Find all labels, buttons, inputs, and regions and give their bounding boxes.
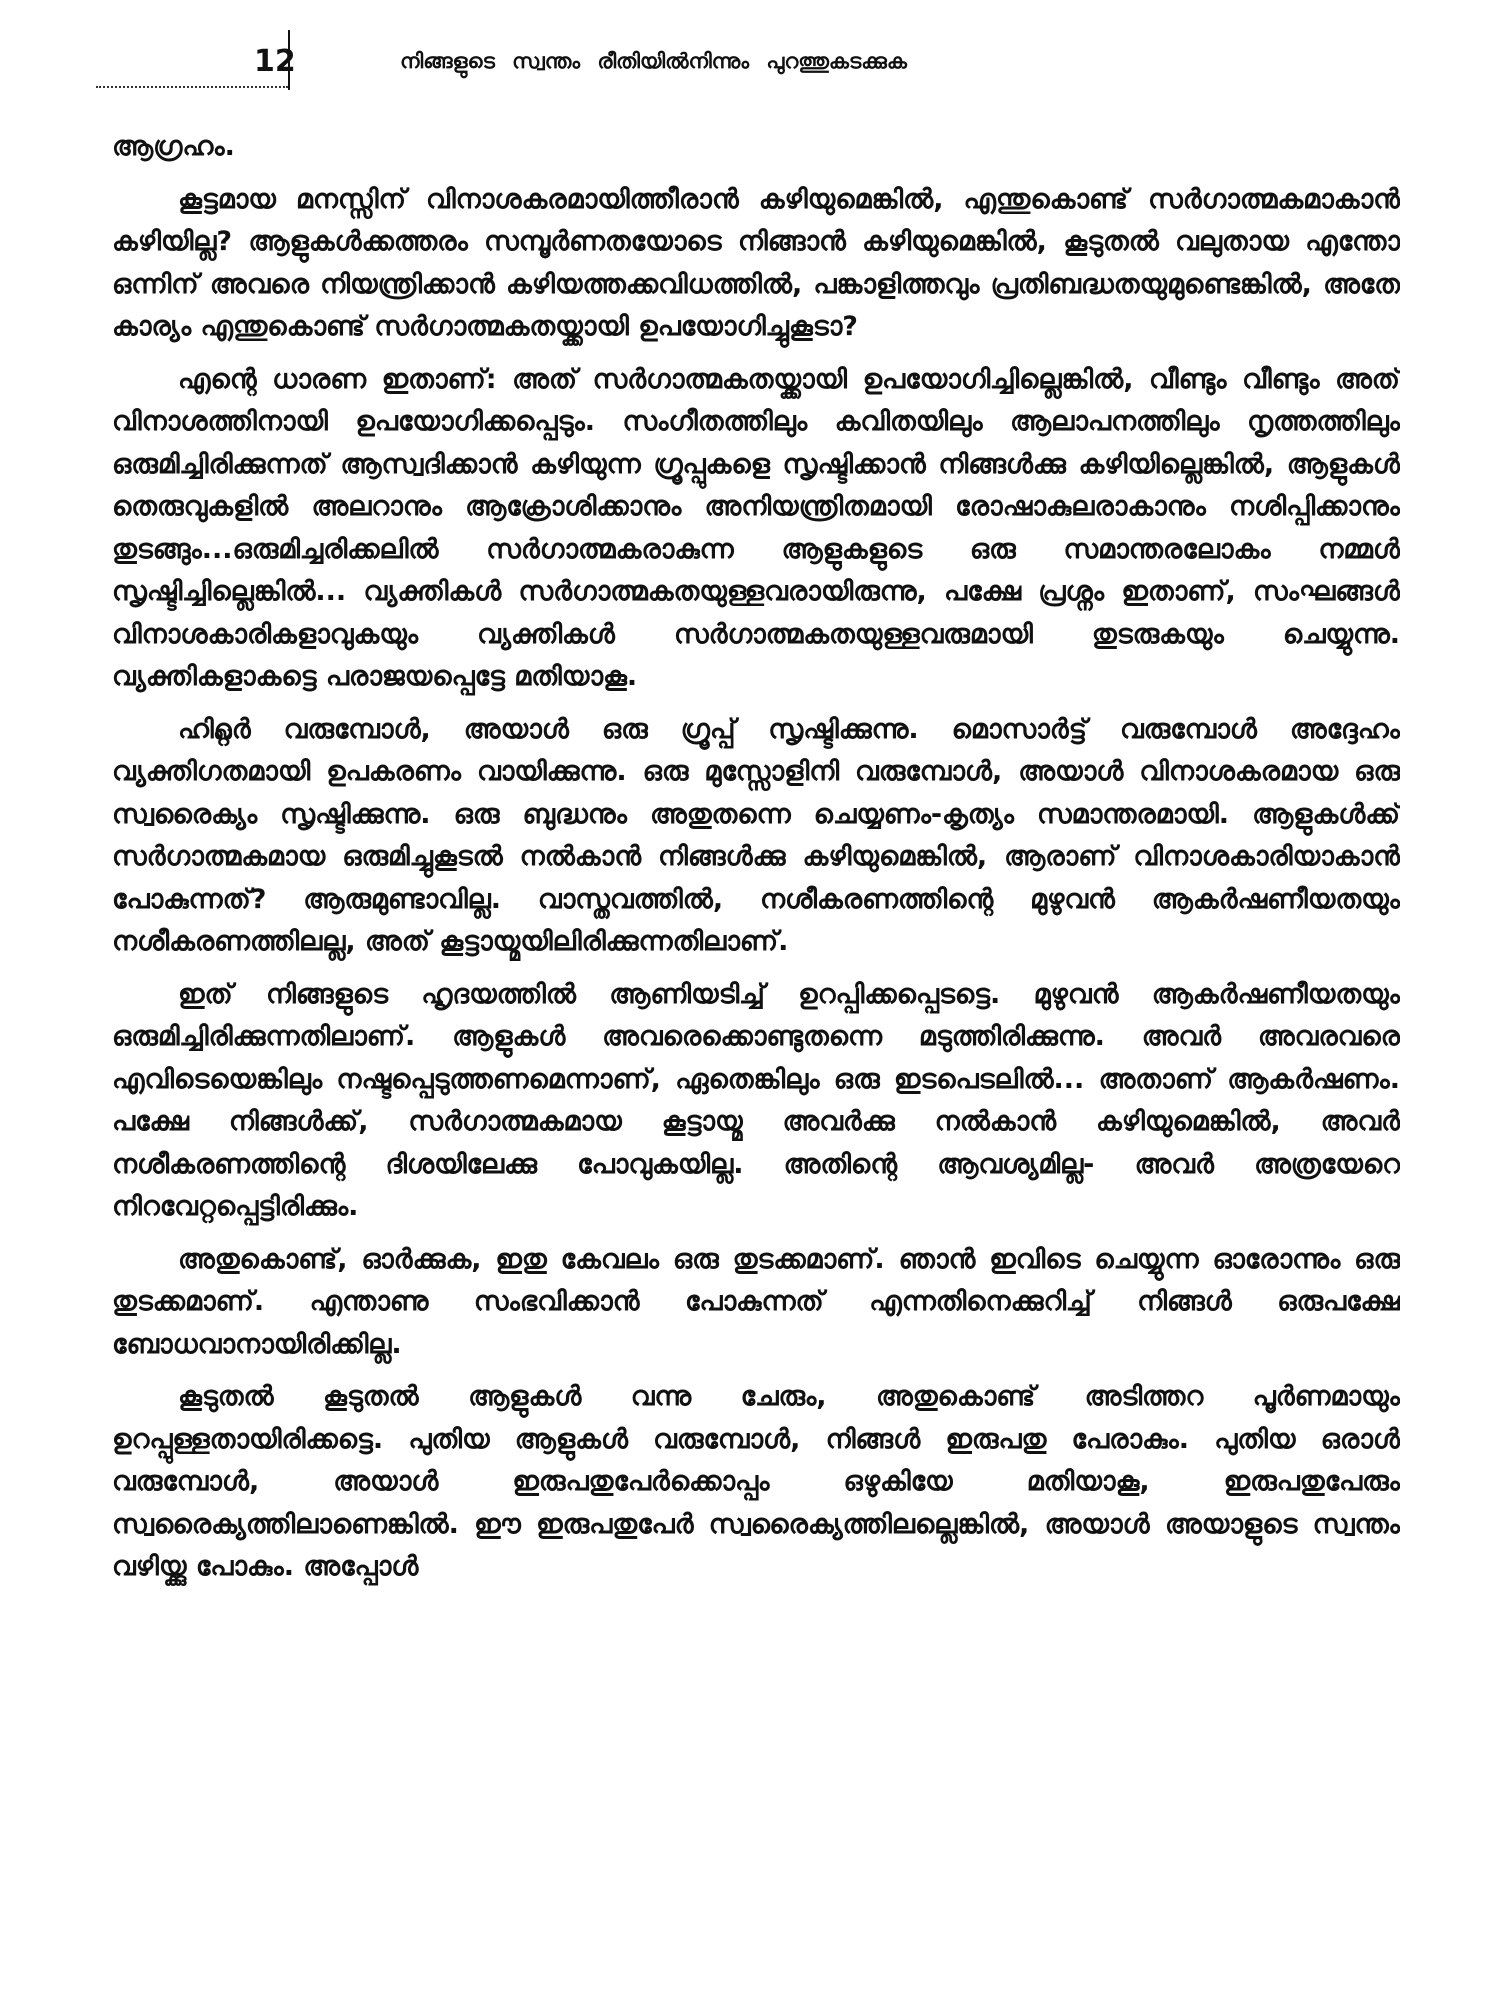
- page-number: 12: [254, 44, 296, 79]
- header-dotted-rule: [96, 86, 288, 88]
- paragraph: ഹിറ്റ്ലർ വരുമ്പോൾ, അയാൾ ഒരു ഗ്രൂപ്പ് സൃഷ്ടിക്കുന്നു. മൊസാർട്ട് വരുമ്പോൾ അദ്ദേഹം വ്യക്തിഗതമായി ഉപകരണം വായിക്കുന്നു. ഒരു മുസ്സോളിനി വരുമ്പോൾ, അയാൾ വിനാശകരമായ ഒരു സ്വരൈക്യം സൃഷ്ടിക്കുന്നു. ഒരു ബുദ്ധനും അതുതന്നെ ചെയ്യണം-കൃത്യം സമാന്തരമായി. ആളുകൾക്ക് സർഗാത്മകമായ ഒരുമിച്ചുകൂടൽ നൽകാൻ നിങ്ങൾക്കു കഴിയുമെങ്കിൽ, ആരാണ് വിനാശകാരിയാകാൻ പോകുന്നത്? ആരുമുണ്ടാവില്ല. വാസ്തവത്തിൽ, നശീകരണത്തിന്റെ മുഴുവൻ ആകർഷണീയതയും നശീകരണത്തിലല്ല, അത് കൂട്ടായ്മയിലിരിക്കുന്നതിലാണ്.: [112, 713, 1400, 957]
- paragraph: ഇത് നിങ്ങളുടെ ഹൃദയത്തിൽ ആണിയടിച്ച് ഉറപ്പിക്കപ്പെടട്ടെ. മുഴുവൻ ആകർഷണീയതയും ഒരുമിച്ചിരിക്കുന്നതിലാണ്. ആളുകൾ അവരെക്കൊണ്ടുതന്നെ മടുത്തിരിക്കുന്നു. അവർ അവരവരെ എവിടെയെങ്കിലും നഷ്ടപ്പെടുത്തണമെന്നാണ്, ഏതെങ്കിലും ഒരു ഇടപെടലിൽ... അതാണ് ആകർഷണം. പക്ഷേ നിങ്ങൾക്ക്, സർഗാത്മകമായ കൂട്ടായ്മ അവർക്കു നൽകാൻ കഴിയുമെങ്കിൽ, അവർ നശീകരണത്തിന്റെ ദിശയിലേക്കു പോവുകയില്ല. അതിന്റെ ആവശ്യമില്ല- അവർ അത്രയേറെ നിറവേറ്റപ്പെട്ടിരിക്കും.: [112, 978, 1400, 1222]
- page-header: [96, 24, 1406, 88]
- paragraph: കൂടുതൽ കൂടുതൽ ആളുകൾ വന്നു ചേരും, അതുകൊണ്ട് അടിത്തറ പൂർണമായും ഉറപ്പുള്ളതായിരിക്കട്ടെ. പുതിയ ആളുകൾ വരുമ്പോൾ, നിങ്ങൾ ഇരുപതു പേരാകും. പുതിയ ഒരാൾ വരുമ്പോൾ, അയാൾ ഇരുപതുപേർക്കൊപ്പം ഒഴുകിയേ മതിയാകൂ, ഇരുപതുപേരും സ്വരൈക്യത്തിലാണെങ്കിൽ. ഈ ഇരുപതുപേർ സ്വരൈക്യത്തിലല്ലെങ്കിൽ, അയാൾ അയാളുടെ സ്വന്തം വഴിയ്ക്കു പോകും. അപ്പോൾ: [112, 1381, 1400, 1582]
- paragraph: ആഗ്രഹം.: [112, 131, 235, 162]
- paragraph: അതുകൊണ്ട്, ഓർക്കുക, ഇതു കേവലം ഒരു തുടക്കമാണ്. ഞാൻ ഇവിടെ ചെയ്യുന്ന ഓരോന്നും ഒരു തുടക്കമാണ്. എന്താണു സംഭവിക്കാൻ പോകുന്നത് എന്നതിനെക്കുറിച്ച് നിങ്ങൾ ഒരുപക്ഷേ ബോധവാനായിരിക്കില്ല.: [112, 1243, 1400, 1360]
- running-title: നിങ്ങളുടെ സ്വന്തം രീതിയിൽനിന്നും പുറത്തുകടക്കുക: [400, 49, 907, 73]
- body-text: [112, 126, 1400, 1986]
- paragraph: എന്റെ ധാരണ ഇതാണ്: അത് സർഗാത്മകതയ്ക്കായി ഉപയോഗിച്ചില്ലെങ്കിൽ, വീണ്ടും വീണ്ടും അത് വിനാശത്തിനായി ഉപയോഗിക്കപ്പെടും. സംഗീതത്തിലും കവിതയിലും ആലാപനത്തിലും നൃത്തത്തിലും ഒരുമിച്ചിരിക്കുന്നത് ആസ്വദിക്കാൻ കഴിയുന്ന ഗ്രൂപ്പുകളെ സൃഷ്ടിക്കാൻ നിങ്ങൾക്കു കഴിയില്ലെങ്കിൽ, ആളുകൾ തെരുവുകളിൽ അലറാനും ആക്രോശിക്കാനും അനിയന്ത്രിതമായി രോഷാകുലരാകാനും നശിപ്പിക്കാനും തുടങ്ങും...ഒരുമിച്ചരിക്കലിൽ സർഗാത്മകരാകുന്ന ആളുകളുടെ ഒരു സമാന്തരലോകം നമ്മൾ സൃഷ്ടിച്ചില്ലെങ്കിൽ... വ്യക്തികൾ സർഗാത്മകതയുള്ളവരായിരുന്നു, പക്ഷേ പ്രശ്നം ഇതാണ്, സംഘങ്ങൾ വിനാശകാരികളാവുകയും വ്യക്തികൾ സർഗാത്മകതയുള്ളവരുമായി തുടരുകയും ചെയ്യുന്നു. വ്യക്തികളാകട്ടെ പരാജയപ്പെട്ടേ മതിയാകൂ.: [112, 363, 1400, 692]
- header-vertical-rule: [288, 30, 290, 90]
- paragraph: കൂട്ടമായ മനസ്സിന് വിനാശകരമായിത്തീരാൻ കഴിയുമെങ്കിൽ, എന്തുകൊണ്ട് സർഗാത്മകമാകാൻ കഴിയില്ല? ആളുകൾക്കത്തരം സമ്പൂർണതയോടെ നിങ്ങാൻ കഴിയുമെങ്കിൽ, കൂടുതൽ വലുതായ എന്തോ ഒന്നിന് അവരെ നിയന്ത്രിക്കാൻ കഴിയത്തക്കവിധത്തിൽ, പങ്കാളിത്തവും പ്രതിബദ്ധതയുമുണ്ടെങ്കിൽ, അതേ കാര്യം എന്തുകൊണ്ട് സർഗാത്മകതയ്ക്കായി ഉപയോഗിച്ചുകൂടാ?: [112, 183, 1400, 342]
